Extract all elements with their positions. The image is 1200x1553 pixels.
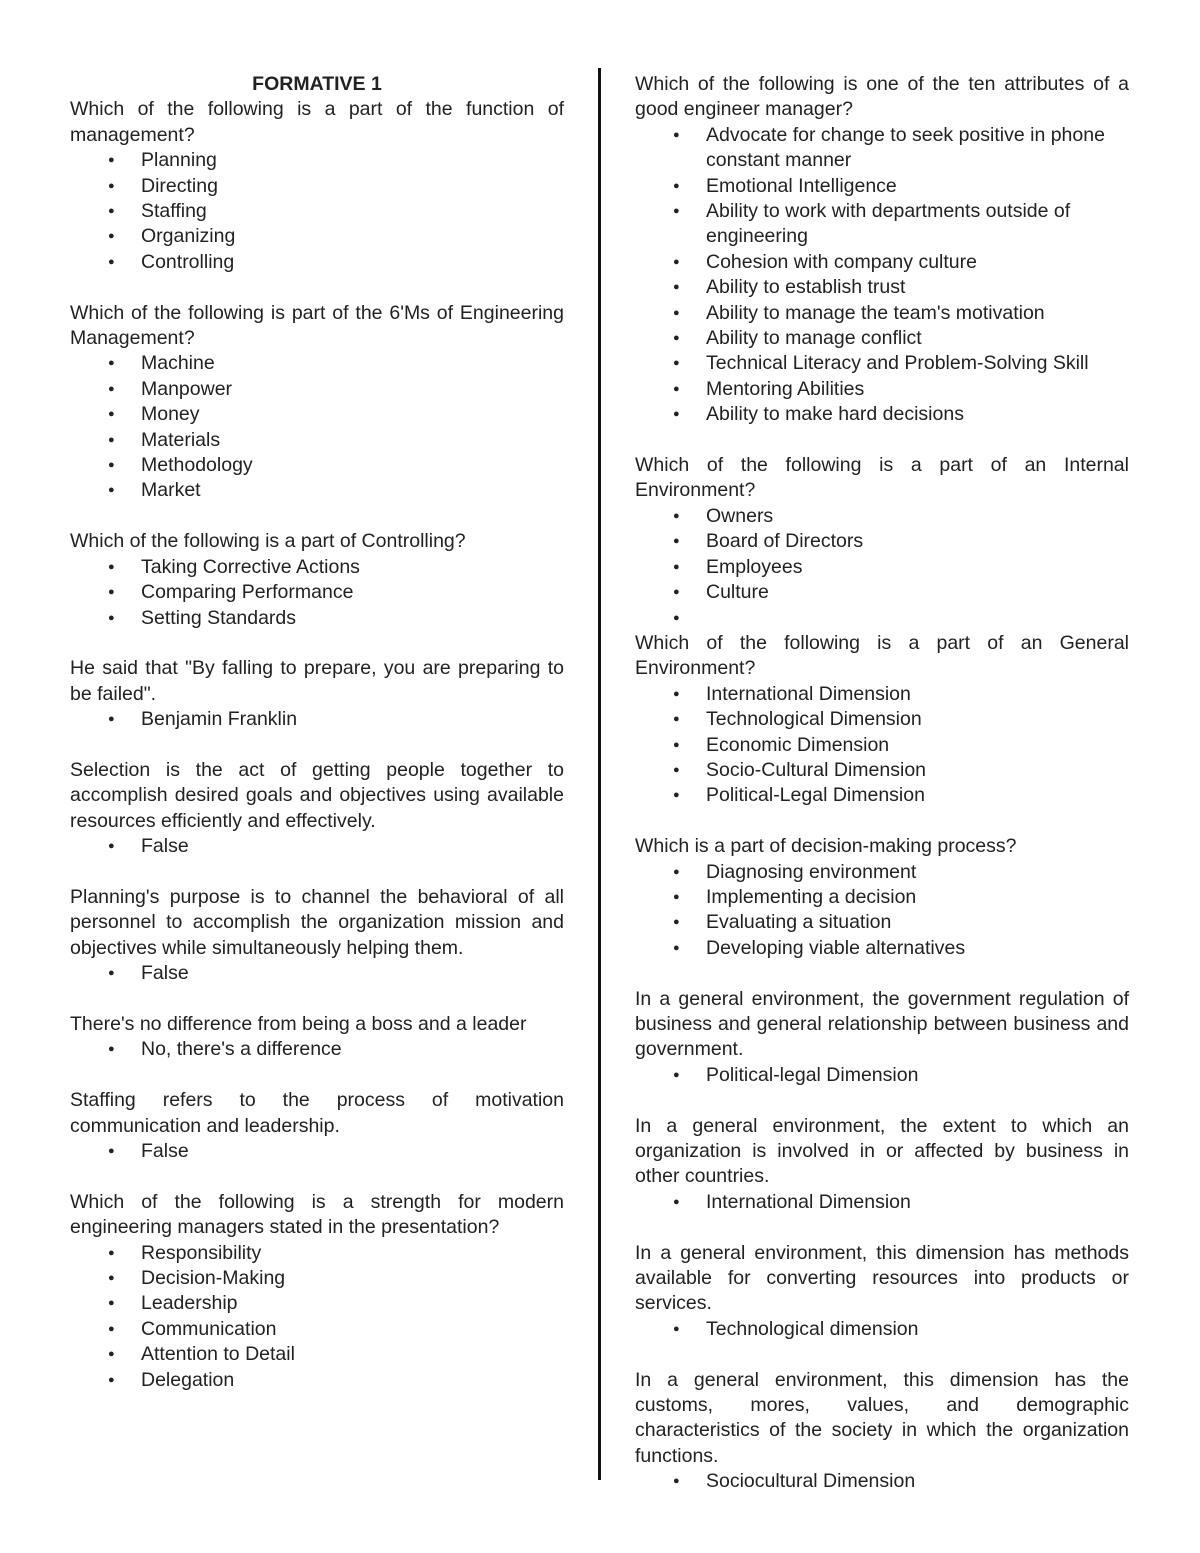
- answer-item: ● Cohesion with company culture: [635, 250, 1129, 275]
- question-text: In a general environment, the extent to which an organization is involved in or affected by business in other countries.: [635, 1114, 1129, 1188]
- question-text: Which of the following is a part of the function of management?: [70, 98, 564, 146]
- answer-item: ● Attention to Detail: [70, 1342, 564, 1367]
- answer-item: ● Emotional Intelligence: [635, 174, 1129, 199]
- answer-item: ● Diagnosing environment: [635, 860, 1129, 885]
- answer-item: ● Setting Standards: [70, 606, 564, 631]
- answer-item: ● Implementing a decision: [635, 885, 1129, 910]
- question-text: In a general environment, the government regulation of business and general relationship between business and government.: [635, 987, 1129, 1061]
- question-text: Which of the following is part of the 6'Ms of Engineering Management?: [70, 301, 564, 350]
- answer-item: ● Money: [70, 402, 564, 427]
- answer-list: [70, 707, 564, 732]
- answer-item: ● Ability to make hard decisions: [635, 402, 1129, 427]
- question-text: Which of the following is a part of an General Environment?: [635, 631, 1129, 680]
- answer-item: ● Controlling: [70, 250, 564, 275]
- answer-item: ● Benjamin Franklin: [70, 707, 564, 732]
- answer-item: ● Ability to manage conflict: [635, 326, 1129, 351]
- answer-item: ● Political-legal Dimension: [635, 1063, 1129, 1088]
- answer-list: [635, 504, 1129, 631]
- answer-item: ● Advocate for change to seek positive in phone constant manner: [635, 123, 1129, 174]
- answer-item: ● Board of Directors: [635, 529, 1129, 554]
- answer-item: ● Socio-Cultural Dimension: [635, 758, 1129, 783]
- answer-list: [70, 1037, 564, 1062]
- answer-item: ● No, there's a difference: [70, 1037, 564, 1062]
- answer-item: ● Delegation: [70, 1368, 564, 1393]
- question-text: Which is a part of decision-making process?: [635, 835, 1017, 858]
- answer-item: ● International Dimension: [635, 682, 1129, 707]
- answer-item: ● Communication: [70, 1317, 564, 1342]
- answer-item: ● Ability to manage the team's motivation: [635, 301, 1129, 326]
- answer-item: ● Developing viable alternatives: [635, 936, 1129, 961]
- answer-item: ● Political-Legal Dimension: [635, 783, 1129, 808]
- question-text: Which of the following is one of the ten attributes of a good engineer manager?: [635, 73, 1129, 121]
- answer-list: [635, 860, 1129, 962]
- question-text: Which of the following is a part of an Internal Environment?: [635, 454, 1129, 502]
- column-divider: [598, 68, 601, 1480]
- answer-item: ● International Dimension: [635, 1190, 1129, 1215]
- answer-item: ● False: [70, 834, 564, 859]
- answer-item: ● Technological Dimension: [635, 707, 1129, 732]
- answer-list: [635, 1063, 1129, 1088]
- answer-item: ● Machine: [70, 351, 564, 376]
- answer-item: ● Owners: [635, 504, 1129, 529]
- answer-list: [70, 961, 564, 986]
- question-text: Selection is the act of getting people together to accomplish desired goals and objectives using available resources efficiently and effectively.: [70, 758, 564, 832]
- answer-item: ● Manpower: [70, 377, 564, 402]
- answer-item: ● False: [70, 961, 564, 986]
- answer-list: [70, 1241, 564, 1393]
- question-text: Staffing refers to the process of motivation communication and leadership.: [70, 1089, 564, 1137]
- answer-list: [70, 555, 564, 631]
- answer-list: [70, 148, 564, 275]
- answer-item: ● Leadership: [70, 1291, 564, 1316]
- answer-item: ● Staffing: [70, 199, 564, 224]
- page-title: FORMATIVE 1: [252, 73, 382, 95]
- answer-list: [70, 351, 564, 503]
- answer-list: [70, 834, 564, 859]
- question-text: In a general environment, this dimension has methods available for converting resources into products or services.: [635, 1241, 1129, 1315]
- answer-item: ● Technological dimension: [635, 1317, 1129, 1342]
- answer-item: ● Sociocultural Dimension: [635, 1469, 1129, 1494]
- answer-item: ● Responsibility: [70, 1241, 564, 1266]
- left-column: [70, 72, 564, 1418]
- right-column: [635, 72, 1129, 1520]
- answer-item: ● Technical Literacy and Problem-Solving Skill: [635, 351, 1129, 376]
- question-text: There's no difference from being a boss and a leader: [70, 1012, 527, 1035]
- answer-list: [635, 1317, 1129, 1342]
- answer-item: ● Employees: [635, 555, 1129, 580]
- answer-item: ● Market: [70, 478, 564, 503]
- answer-item: ● Economic Dimension: [635, 733, 1129, 758]
- answer-item: ● Ability to work with departments outside of engineering: [635, 199, 1129, 250]
- answer-list: [635, 123, 1129, 428]
- answer-item: ● Organizing: [70, 224, 564, 249]
- answer-item: ● Ability to establish trust: [635, 275, 1129, 300]
- answer-item: ● Comparing Performance: [70, 580, 564, 605]
- answer-item: ● Directing: [70, 174, 564, 199]
- answer-item: ● Taking Corrective Actions: [70, 555, 564, 580]
- answer-item: ● Evaluating a situation: [635, 910, 1129, 935]
- answer-item: ● Materials: [70, 428, 564, 453]
- question-text: In a general environment, this dimension has the customs, mores, values, and demographic characteristics of the society in which the organization functions.: [635, 1368, 1129, 1467]
- answer-list: [635, 1190, 1129, 1215]
- question-text: Which of the following is a part of Controlling?: [70, 530, 466, 553]
- question-text: He said that "By falling to prepare, you are preparing to be failed".: [70, 657, 564, 705]
- question-text: Planning's purpose is to channel the behavioral of all personnel to accomplish the organization mission and objectives while simultaneously helping them.: [70, 885, 564, 959]
- answer-list: [635, 1469, 1129, 1494]
- answer-item: ● Planning: [70, 148, 564, 173]
- answer-item: ● Methodology: [70, 453, 564, 478]
- answer-item: [635, 606, 1129, 631]
- answer-item: ● Mentoring Abilities: [635, 377, 1129, 402]
- answer-item: ● Culture: [635, 580, 1129, 605]
- answer-list: [635, 682, 1129, 809]
- answer-item: ● False: [70, 1139, 564, 1164]
- answer-item: ● Decision-Making: [70, 1266, 564, 1291]
- answer-list: [70, 1139, 564, 1164]
- question-text: Which of the following is a strength for modern engineering managers stated in the presentation?: [70, 1190, 564, 1239]
